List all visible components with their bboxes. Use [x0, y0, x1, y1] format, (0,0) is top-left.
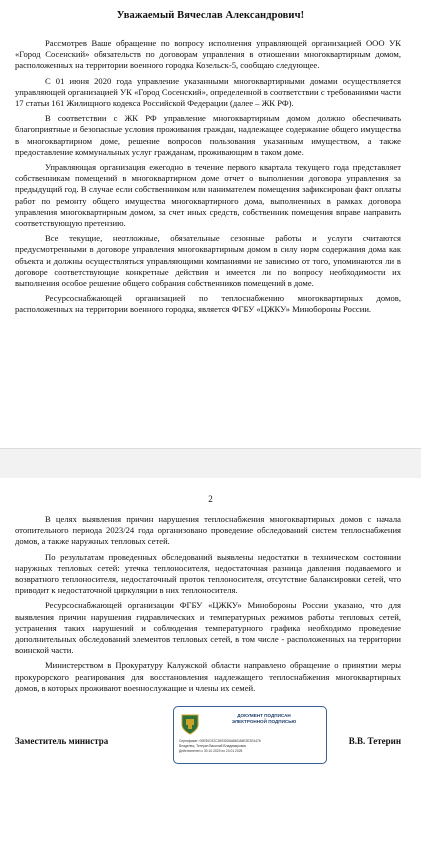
stamp-details: [179, 739, 322, 754]
signature-block: [15, 706, 401, 766]
paragraph: В соответствии с ЖК РФ управление многоквартирным домом должно обеспечивать благоприятные и безопасные условия проживания граждан, надлежащее содержание общего имущества в многоквартирном доме, решение вопросов пользования указанным имуществом, а также предоставление коммунальных услуг гражданам, проживающим в таком доме.: [15, 113, 401, 157]
signatory-title: Заместитель министра: [15, 736, 109, 746]
stamp-owner: Владелец: Тетерин Василий Владимирович: [179, 744, 247, 748]
paragraph: По результатам проведенных обследований выявлены недостатки в техническом состоянии наружных тепловых сетей: утечка теплоносителя, недостаточная разница давления подаваемого и возвратного теплоносителя, недостаточный проток теплоносителя, отсутствие балансировки сетей, что приводит к недостаточной циркуляции в них теплоносителя.: [15, 551, 401, 596]
signatory-name: В.В. Тетерин: [348, 736, 401, 746]
paragraph: Ресурсоснабжающей организацией по теплоснабжению многоквартирных домов, расположенных на территории военного городка, является ФГБУ «ЦЖКУ» Минобороны России.: [15, 293, 401, 315]
letter-page-2: [0, 478, 421, 853]
stamp-validity: Действителен с 30.10.2023 по 23.01.2025: [179, 749, 243, 753]
paragraph: С 01 июня 2020 года управление указанными многоквартирными домами осуществляется управляющей организацией УК «Город Сосенский», определенной в соответствии с требованиями части 17 статьи 161 Жилищного кодекса Российской Федерации (далее – ЖК РФ).: [15, 75, 401, 109]
paragraph: Министерством в Прокуратуру Калужской области направлено обращение о принятии меры прокурорского реагирования для восстановления надлежащего теплоснабжения многоквартирных домов, в которых проживают военнослужащие и члены их семей.: [15, 660, 401, 693]
letter-body-page-1: [15, 38, 401, 320]
page-number: 2: [208, 494, 213, 504]
page-separator: [0, 448, 421, 480]
stamp-heading: ДОКУМЕНТ ПОДПИСАН ЭЛЕКТРОННОЙ ПОДПИСЬЮ: [231, 713, 297, 724]
letter-body-page-2: [15, 514, 401, 698]
paragraph: Ресурсоснабжающей организации ФГБУ «ЦЖКУ» Минобороны России указано, что для выявления причин нарушения гидравлических и температурных режимов работы тепловых сетей, устранения таких нарушений и соблюдения температурного графика необходимо проведение дополнительных обследований элементов тепловых сетей, в том числе - расположенных на территории воинской части.: [15, 600, 401, 656]
paragraph: В целях выявления причин нарушения теплоснабжения многоквартирных домов с начала отопительного периода 2023/24 года организовано проведение обследований систем теплоснабжения домов, а также наружных тепловых сетей.: [15, 514, 401, 547]
paragraph: Все текущие, неотложные, обязательные сезонные работы и услуги считаются предусмотренными в договоре управления многоквартирным домом в силу норм содержания дома как объекта и должны осуществляться управляющими компаниями не зависимо от того, упоминаются ли в договоре соответствующие конкретные действия и имеется ли по вопросу необходимости их выполнения особое решение общего собрания собственников помещений в доме.: [15, 233, 401, 289]
coat-of-arms-icon: [179, 713, 201, 735]
electronic-signature-stamp: [173, 706, 327, 764]
paragraph: Рассмотрев Ваше обращение по вопросу исполнения управляющей организацией ООО УК «Город Сосенский» обязательств по договорам управления в отношении многоквартирным домом, расположенных на территории военного городка Козельск-5, сообщаю следующее.: [15, 38, 401, 71]
greeting-heading: Уважаемый Вячеслав Александрович!: [116, 10, 305, 21]
stamp-certificate: Сертификат: 00E50C92C26930D6A86CA8E2E2E4476: [179, 739, 261, 743]
paragraph: Управляющая организация ежегодно в течение первого квартала текущего года представляет собственникам помещений в многоквартирном доме отчет о выполнении договора управления за предыдущий год. В случае если собственником или нанимателем помещения зафиксирован факт оплаты работ по ремонту общего имущества многоквартирного дома, выполненных в рамках договора управления многоквартирным домом, за счет иных средств, собственник помещения вправе направить соответствующую претензию.: [15, 162, 401, 229]
